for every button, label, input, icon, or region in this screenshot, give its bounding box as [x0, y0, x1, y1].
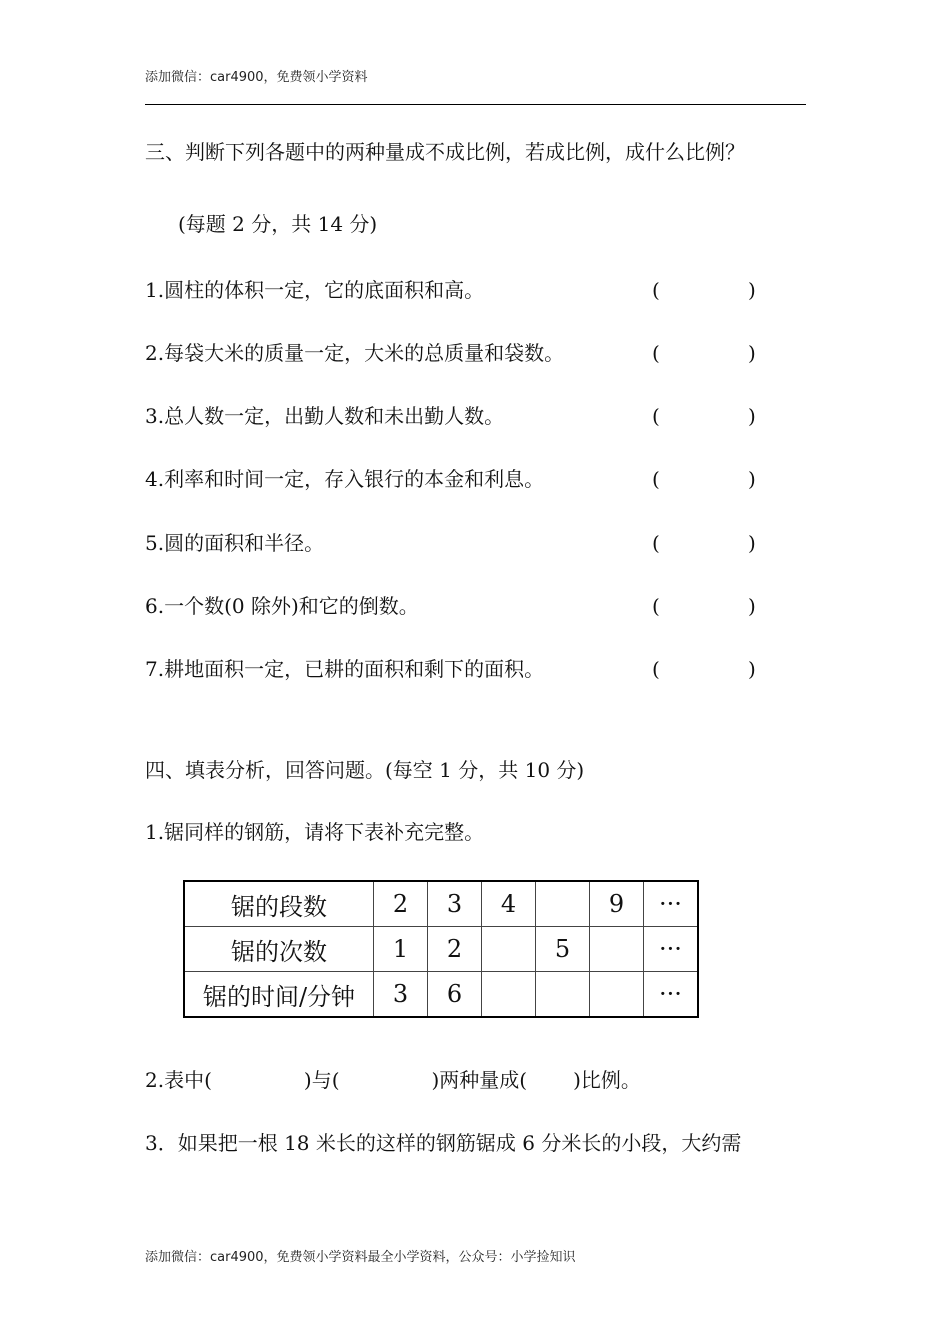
table-cell	[536, 972, 590, 1018]
q2-part-4: )比例。	[573, 1068, 641, 1092]
section4-question-3: 3．如果把一根 18 米长的这样的钢筋锯成 6 分米长的小段，大约需	[145, 1131, 742, 1155]
table-cell	[482, 972, 536, 1018]
answer-paren-close-2: )	[748, 341, 756, 365]
answer-paren-close-5: )	[748, 531, 756, 555]
table-cell: 2	[428, 927, 482, 972]
question-item-1: 1.圆柱的体积一定，它的底面积和高。	[145, 278, 485, 302]
q2-part-1: 2.表中(	[145, 1068, 212, 1092]
sawing-data-table	[183, 880, 699, 1018]
table-cell: ···	[644, 881, 699, 927]
section3-score: (每题 2 分，共 14 分)	[178, 212, 378, 236]
question-item-5: 5.圆的面积和半径。	[145, 531, 325, 555]
answer-paren-close-1: )	[748, 278, 756, 302]
table-cell: 4	[482, 881, 536, 927]
question-item-6: 6.一个数(0 除外)和它的倒数。	[145, 594, 419, 618]
question-item-7: 7.耕地面积一定，已耕的面积和剩下的面积。	[145, 657, 545, 681]
table-cell: 3	[374, 972, 428, 1018]
answer-paren-open-3: (	[652, 404, 660, 428]
table-cell: 9	[590, 881, 644, 927]
table-cell: 2	[374, 881, 428, 927]
table-cell: 1	[374, 927, 428, 972]
section4-question-2	[145, 1066, 641, 1094]
q2-part-2: )与(	[303, 1068, 340, 1092]
header-divider	[145, 104, 806, 105]
table-cell: ···	[644, 972, 699, 1018]
row-header: 锯的次数	[184, 927, 374, 972]
table-cell	[590, 927, 644, 972]
question-item-4: 4.利率和时间一定，存入银行的本金和利息。	[145, 467, 545, 491]
answer-paren-open-5: (	[652, 531, 660, 555]
table-row	[184, 972, 698, 1018]
answer-paren-close-4: )	[748, 467, 756, 491]
answer-paren-open-6: (	[652, 594, 660, 618]
table-cell: 3	[428, 881, 482, 927]
answer-paren-open-2: (	[652, 341, 660, 365]
question-item-2: 2.每袋大米的质量一定，大米的总质量和袋数。	[145, 341, 565, 365]
row-header: 锯的时间/分钟	[184, 972, 374, 1018]
section3-title: 三、判断下列各题中的两种量成不成比例，若成比例，成什么比例？	[145, 140, 745, 164]
row-header: 锯的段数	[184, 881, 374, 927]
answer-paren-open-1: (	[652, 278, 660, 302]
table-cell	[482, 927, 536, 972]
table-row	[184, 927, 698, 972]
table-row	[184, 881, 698, 927]
question-item-3: 3.总人数一定，出勤人数和未出勤人数。	[145, 404, 505, 428]
header-note: 添加微信：car4900，免费领小学资料	[145, 70, 368, 85]
table-cell: 5	[536, 927, 590, 972]
answer-paren-close-3: )	[748, 404, 756, 428]
section4-title: 四、填表分析，回答问题。(每空 1 分，共 10 分)	[145, 758, 585, 782]
answer-paren-close-7: )	[748, 657, 756, 681]
section4-question-1: 1.锯同样的钢筋，请将下表补充完整。	[145, 820, 485, 844]
answer-paren-open-4: (	[652, 467, 660, 491]
answer-paren-close-6: )	[748, 594, 756, 618]
table-cell: ···	[644, 927, 699, 972]
answer-paren-open-7: (	[652, 657, 660, 681]
table-cell	[590, 972, 644, 1018]
q2-part-3: )两种量成(	[431, 1068, 528, 1092]
table-cell: 6	[428, 972, 482, 1018]
table-cell	[536, 881, 590, 927]
footer-note: 添加微信：car4900，免费领小学资料最全小学资料，公众号：小学捡知识	[145, 1250, 576, 1265]
